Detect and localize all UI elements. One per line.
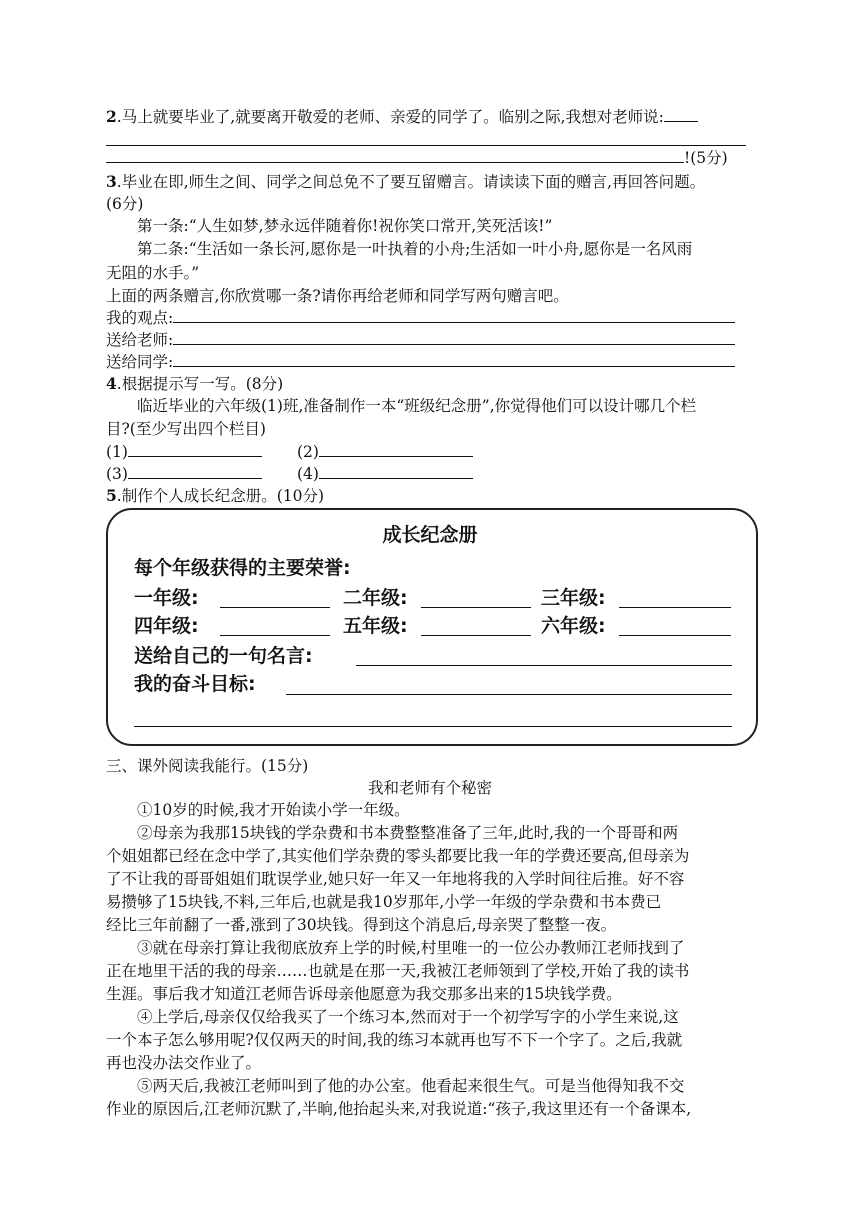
- q3-score: (6分): [106, 195, 144, 213]
- booklet-title: 成长纪念册: [382, 524, 478, 546]
- passage-p3-line: 生涯。事后我才知道江老师告诉母亲他愿意为我交那多出来的15块钱学费。: [106, 985, 622, 1003]
- passage-p4-line: 再也没办法交作业了。: [106, 1054, 262, 1072]
- q4-item-1: [106, 441, 262, 463]
- q3-second-quote-b: 无阻的水手。”: [106, 264, 200, 282]
- passage-p4-line: ④上学后,母亲仅仅给我买了一个练习本,然而对于一个初学写字的小学生来说,这: [137, 1008, 679, 1026]
- q4-item-4: [297, 463, 473, 485]
- q5-text: .制作个人成长纪念册。(10分): [116, 487, 325, 505]
- passage-p2-line: ②母亲为我那15块钱的学杂费和书本费整整准备了三年,此时,我的一个哥哥和两: [137, 824, 679, 842]
- q3-teacher-label: 送给老师:: [106, 331, 174, 349]
- passage-p4-line: 一个本子怎么够用呢?仅仅两天的时间,我的练习本就再也写不下一个字了。之后,我就: [106, 1031, 683, 1049]
- passage-p2-line: 易攒够了15块钱,不料,三年后,也就是我10岁那年,小学一年级的学杂费和书本费已: [106, 893, 662, 911]
- q2-number: 2: [106, 107, 117, 126]
- q3-teacher-blank[interactable]: [173, 330, 735, 345]
- q4-item-3-label: (3): [106, 465, 128, 483]
- q3-view-row: [106, 307, 735, 329]
- q4-item-1-label: (1): [106, 443, 128, 461]
- passage-p2-line: 了不让我的哥哥姐姐们耽误学业,她只好一年又一年地将我的入学时间往后推。好不容: [106, 870, 685, 888]
- q3-number: 3: [106, 172, 117, 191]
- q5-line: [106, 485, 324, 507]
- passage-p5-line: 作业的原因后,江老师沉默了,半晌,他抬起头来,对我说道:“孩子,我这里还有一个备课本,: [106, 1100, 692, 1118]
- booklet-grade4-blank[interactable]: [220, 635, 330, 636]
- q3-classmate-label: 送给同学:: [106, 353, 174, 371]
- q4-item-2-label: (2): [297, 443, 319, 461]
- q4-item-2: [297, 441, 473, 463]
- booklet-goal-label: 我的奋斗目标:: [134, 673, 256, 695]
- passage-p1: ①10岁的时候,我才开始读小学一年级。: [137, 801, 410, 819]
- booklet-grade2-blank[interactable]: [421, 607, 531, 608]
- q4-line: [106, 373, 283, 395]
- q5-number: 5: [106, 486, 117, 505]
- q3-view-label: 我的观点:: [106, 309, 174, 327]
- q3-text: .毕业在即,师生之间、同学之间总免不了要互留赠言。请读读下面的赠言,再回答问题。: [116, 173, 706, 191]
- q3-question: 上面的两条赠言,你欣赏哪一条?请你再给老师和同学写两句赠言吧。: [106, 287, 569, 305]
- booklet-honors-label: 每个年级获得的主要荣誉:: [134, 557, 351, 579]
- booklet-grade4-label: 四年级:: [134, 615, 199, 637]
- passage-title: 我和老师有个秘密: [367, 779, 492, 797]
- q2-answer-blank-1[interactable]: [664, 107, 698, 122]
- q3-classmate-blank[interactable]: [173, 352, 735, 367]
- q2-end-line: [106, 147, 728, 169]
- q4-text: .根据提示写一写。(8分): [116, 375, 284, 393]
- booklet-grade3-label: 三年级:: [541, 587, 606, 609]
- passage-p2-line: 经比三年前翻了一番,涨到了30块钱。得到这个消息后,母亲哭了整整一夜。: [106, 916, 617, 934]
- q2-answer-blank-3[interactable]: [106, 148, 684, 163]
- q4-item-3: [106, 463, 262, 485]
- booklet-grade1-label: 一年级:: [134, 587, 199, 609]
- q4-item-3-blank[interactable]: [128, 464, 262, 479]
- booklet-grade3-blank[interactable]: [619, 607, 731, 608]
- q4-item-4-label: (4): [297, 465, 319, 483]
- booklet-grade5-label: 五年级:: [343, 615, 408, 637]
- q3-second-quote-a: 第二条:“生活如一条长河,愿你是一叶执着的小舟;生活如一叶小舟,愿你是一名风雨: [137, 240, 693, 258]
- booklet-grade5-blank[interactable]: [421, 635, 531, 636]
- q2-line: [106, 106, 698, 128]
- q2-answer-line-2[interactable]: [106, 145, 746, 146]
- q3-first-quote: 第一条:“人生如梦,梦永远伴随着你!祝你笑口常开,笑死活该!”: [137, 217, 553, 235]
- q4-item-1-blank[interactable]: [128, 442, 262, 457]
- passage-p5-line: ⑤两天后,我被江老师叫到了他的办公室。他看起来很生气。可是当他得知我不交: [137, 1077, 685, 1095]
- booklet-grade6-blank[interactable]: [619, 635, 731, 636]
- booklet-motto-label: 送给自己的一句名言:: [134, 645, 313, 667]
- booklet-motto-blank[interactable]: [356, 665, 732, 666]
- booklet-grade6-label: 六年级:: [541, 615, 606, 637]
- passage-p2-line: 个姐姐都已经在念中学了,其实他们学杂费的零头都要比我一年的学费还要高,但母亲为: [106, 847, 690, 865]
- q3-classmate-row: [106, 351, 735, 373]
- booklet-grade1-blank[interactable]: [220, 607, 330, 608]
- passage-p3-line: 正在地里干活的我的母亲……也就是在那一天,我被江老师领到了学校,开始了我的读书: [106, 962, 690, 980]
- section3-heading: 三、课外阅读我能行。(15分): [106, 757, 309, 775]
- q2-end: !(5分): [684, 149, 728, 167]
- booklet-goal-blank-2[interactable]: [134, 726, 732, 727]
- q4-para-a: 临近毕业的六年级(1)班,准备制作一本“班级纪念册”,你觉得他们可以设计哪几个栏: [137, 397, 697, 415]
- passage-p3-line: ③就在母亲打算让我彻底放弃上学的时候,村里唯一的一位公办教师江老师找到了: [137, 939, 685, 957]
- q2-text: .马上就要毕业了,就要离开敬爱的老师、亲爱的同学了。临别之际,我想对老师说:: [116, 108, 664, 126]
- q3-line: [106, 171, 705, 193]
- q3-teacher-row: [106, 329, 735, 351]
- q4-item-2-blank[interactable]: [319, 442, 473, 457]
- q4-number: 4: [106, 374, 117, 393]
- booklet-grade2-label: 二年级:: [343, 587, 408, 609]
- booklet-goal-blank[interactable]: [286, 694, 732, 695]
- q3-view-blank[interactable]: [173, 308, 735, 323]
- q4-item-4-blank[interactable]: [319, 464, 473, 479]
- q4-para-b: 目?(至少写出四个栏目): [106, 420, 266, 438]
